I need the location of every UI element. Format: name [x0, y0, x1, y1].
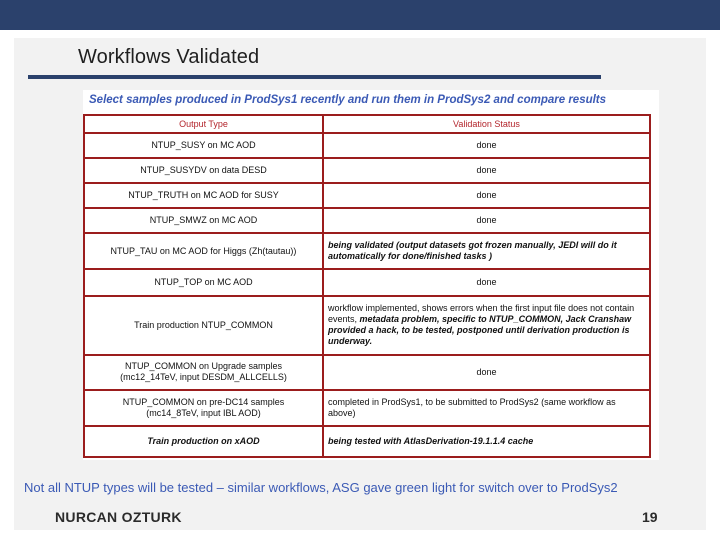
status-text-emphasis: metadata problem, specific to NTUP_COMMON, Jack Cranshaw provided a hack, to be tested, postponed until derivation production is underway.: [328, 314, 632, 347]
output-cell: [84, 390, 323, 426]
header-validation-status: Validation Status: [323, 115, 650, 133]
status-cell: done: [323, 355, 650, 391]
output-line: (mc12_14TeV, input DESDM_ALLCELLS): [120, 372, 287, 383]
page-number: 19: [642, 509, 658, 525]
status-cell: completed in ProdSys1, to be submitted to ProdSys2 (same workflow as above): [323, 390, 650, 426]
status-cell: done: [323, 269, 650, 296]
output-line: NTUP_COMMON on Upgrade samples: [124, 361, 283, 372]
top-banner: [0, 0, 720, 30]
table-row: [84, 208, 650, 233]
footer-note: Not all NTUP types will be tested – similar workflows, ASG gave green light for switch over to ProdSys2: [24, 480, 618, 495]
status-cell: done: [323, 183, 650, 208]
output-cell: NTUP_SUSY on MC AOD: [84, 133, 323, 158]
output-cell: NTUP_TOP on MC AOD: [84, 269, 323, 296]
output-cell: NTUP_TAU on MC AOD for Higgs (Zh(tautau)): [84, 233, 323, 269]
table-row: [84, 269, 650, 296]
table-row: [84, 296, 650, 355]
validation-table: [83, 114, 651, 458]
status-cell: being tested with AtlasDerivation-19.1.1.4 cache: [323, 426, 650, 457]
output-cell: Train production NTUP_COMMON: [84, 296, 323, 355]
output-cell: NTUP_SMWZ on MC AOD: [84, 208, 323, 233]
author-name: NURCAN OZTURK: [55, 509, 182, 525]
table-row: [84, 183, 650, 208]
table-header-row: [84, 115, 650, 133]
title-underline: [28, 75, 601, 79]
status-cell: done: [323, 133, 650, 158]
status-cell: being validated (output datasets got frozen manually, JEDI will do it automatically for done/finished tasks ): [323, 233, 650, 269]
table-row: [84, 158, 650, 183]
table-row: [84, 390, 650, 426]
output-line: (mc14_8TeV, input IBL AOD): [146, 407, 261, 418]
table-row: [84, 426, 650, 457]
status-cell: [323, 296, 650, 355]
status-cell: done: [323, 208, 650, 233]
output-cell: [84, 355, 323, 391]
table-row: [84, 355, 650, 391]
header-output-type: Output Type: [84, 115, 323, 133]
table-heading: Select samples produced in ProdSys1 recently and run them in ProdSys2 and compare results: [89, 94, 607, 106]
status-text: workflow implemented, shows errors when the first input file does not contain events,: [328, 303, 635, 325]
table-image: [83, 90, 659, 460]
output-cell: NTUP_TRUTH on MC AOD for SUSY: [84, 183, 323, 208]
output-cell: NTUP_SUSYDV on data DESD: [84, 158, 323, 183]
table-row: [84, 233, 650, 269]
slide-title: Workflows Validated: [78, 46, 260, 68]
output-line: NTUP_COMMON on pre-DC14 samples: [122, 396, 285, 407]
output-cell: Train production on xAOD: [84, 426, 323, 457]
status-cell: done: [323, 158, 650, 183]
table-row: [84, 133, 650, 158]
